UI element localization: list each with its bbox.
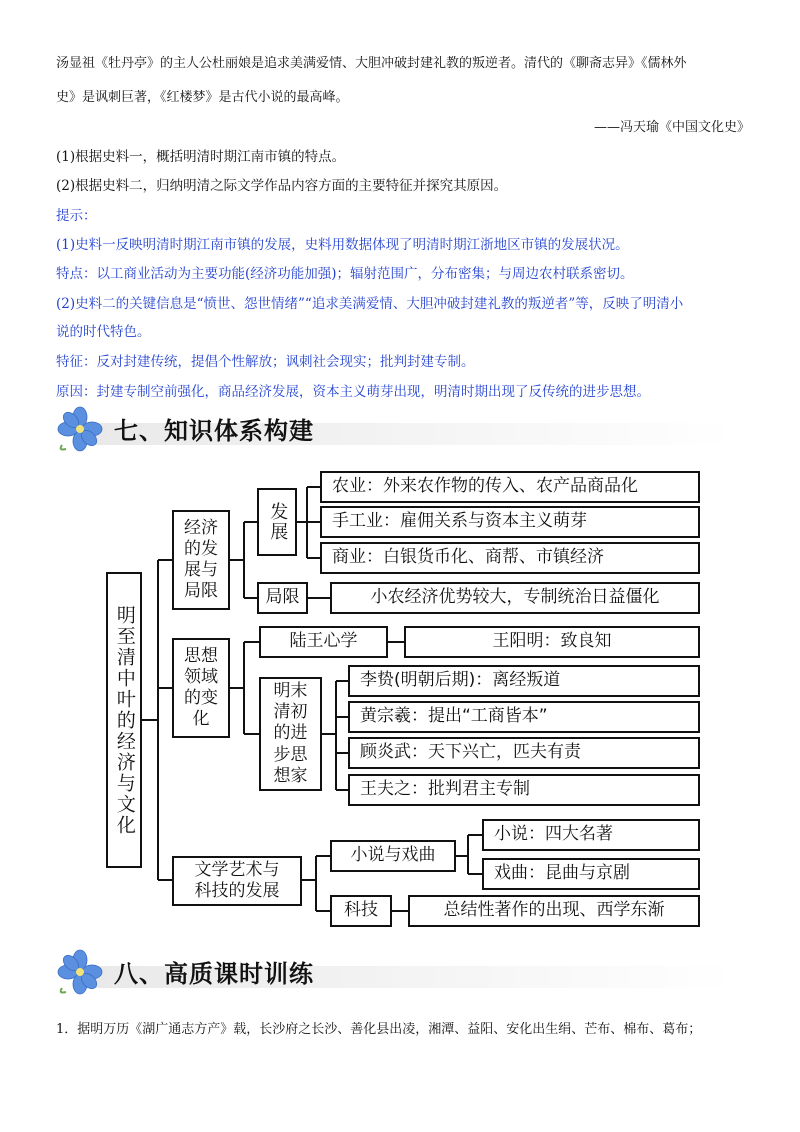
question-1: (1)根据史料一，概括明清时期江南市镇的特点。 [56, 149, 346, 165]
node-economy: 经济 的发 展与 局限 [172, 510, 230, 610]
node-limitation-detail: 小农经济优势较大，专制统治日益僵化 [330, 582, 700, 614]
node-limitation: 局限 [257, 582, 308, 614]
node-novel-drama: 小说与戏曲 [330, 840, 456, 872]
question-2: (2)根据史料二，归纳明清之际文学作品内容方面的主要特征并探究其原因。 [56, 178, 508, 194]
answer-feature-2: 特征：反对封建传统，提倡个性解放；讽刺社会现实；批判封建专制。 [56, 354, 475, 370]
section-title-8: 八、高质课时训练 [114, 960, 314, 988]
node-drama: 戏曲：昆曲与京剧 [482, 858, 700, 890]
quote-source: ——冯天瑜《中国文化史》 [593, 120, 750, 135]
answer-reason: 原因：封建专制空前强化，商品经济发展，资本主义萌芽出现，明清时期出现了反传统的进步思想。 [56, 384, 650, 400]
answer-2-cont: 说的时代特色。 [56, 324, 151, 340]
node-thinkers: 明末 清初 的进 步思 想家 [259, 677, 322, 791]
quote-line-1: 汤显祖《牡丹亭》的主人公杜丽娘是追求美满爱情、大胆冲破封建礼教的叛逆者。清代的《聊斋志异》《儒林外 [56, 56, 687, 71]
node-novel: 小说：四大名著 [482, 819, 700, 851]
exercise-1-text: 1．据明万历《湖广通志方产》载，长沙府之长沙、善化县出凌，湘潭、益阳、安化出生绢、芒布、棉布、葛布； [56, 1022, 702, 1037]
node-tech: 科技 [330, 895, 392, 927]
node-tech-detail: 总结性著作的出现、西学东渐 [408, 895, 700, 927]
node-huang-zongxi: 黄宗羲：提出“工商皆本” [348, 701, 700, 733]
node-gu-yanwu: 顾炎武：天下兴亡，匹夫有责 [348, 737, 700, 769]
section-heading-8 [56, 948, 746, 996]
answer-1: (1)史料一反映明清时期江南市镇的发展，史料用数据体现了明清时期江浙地区市镇的发展状况。 [56, 237, 629, 253]
node-luwang-school: 陆王心学 [259, 626, 388, 658]
answer-feature-1: 特点：以工商业活动为主要功能(经济功能加强)；辐射范围广，分布密集；与周边农村联系密切。 [56, 266, 634, 282]
hint-label: 提示： [56, 208, 97, 224]
node-agriculture: 农业：外来农作物的传入、农产品商品化 [320, 471, 700, 503]
root-node: 明至清中叶的经济与文化 [106, 572, 142, 868]
node-commerce: 商业：白银货币化、商帮、市镇经济 [320, 542, 700, 574]
answer-2: (2)史料二的关键信息是“愤世、怨世情绪”“追求美满爱情、大胆冲破封建礼教的叛逆者”等，反映了明清小 [56, 296, 684, 312]
quote-line-2: 史》是讽刺巨著，《红楼梦》是古代小说的最高峰。 [56, 90, 349, 105]
node-development: 发展 [257, 488, 297, 556]
node-handicraft: 手工业：雇佣关系与资本主义萌芽 [320, 506, 700, 538]
flower-icon [56, 948, 104, 996]
node-li-zhi: 李贽(明朝后期)：离经叛道 [348, 665, 700, 697]
section-title-7: 七、知识体系构建 [114, 417, 314, 445]
node-thought: 思想 领域 的变 化 [172, 638, 230, 738]
node-art-tech: 文学艺术与 科技的发展 [172, 856, 302, 906]
node-wang-fuzhi: 王夫之：批判君主专制 [348, 774, 700, 806]
node-wang-yangming: 王阳明：致良知 [404, 626, 700, 658]
